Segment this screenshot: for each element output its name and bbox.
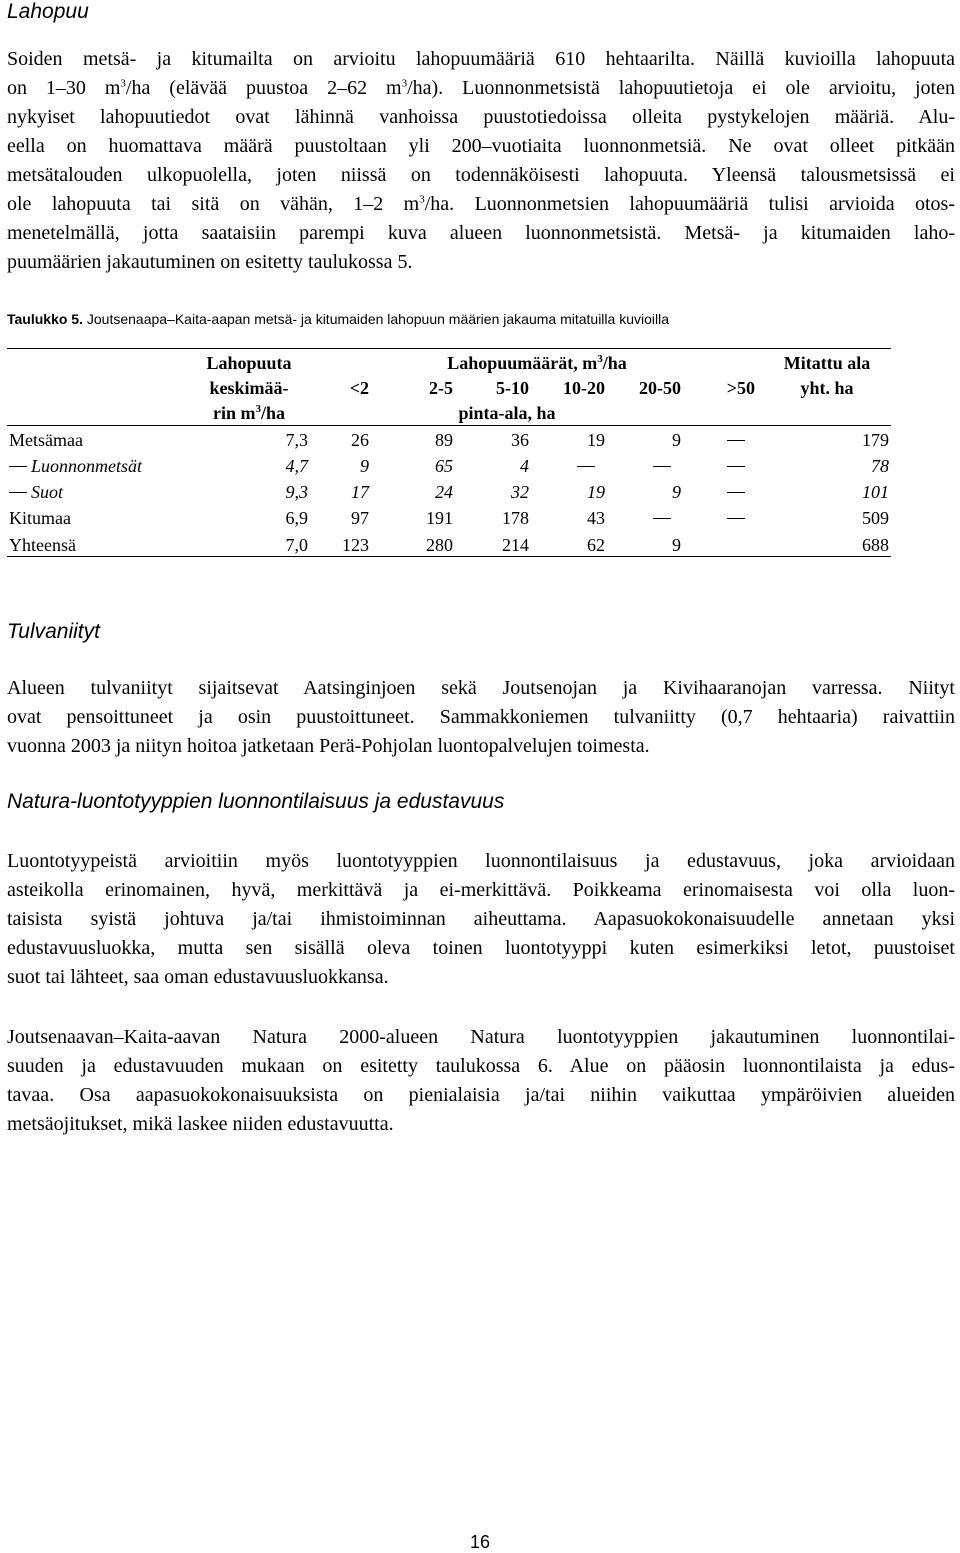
- cell-mean: 7,3: [285, 430, 308, 450]
- cell-total: 101: [862, 482, 889, 502]
- text-line: asteikolla erinomainen, hyvä, merkittävä ja ei-merkittävä. Poikkeama erinomaisesta voi olla luon-: [7, 879, 955, 901]
- section-heading-lahopuu: Lahopuu: [7, 0, 89, 23]
- row-label: Yhteensä: [9, 535, 76, 555]
- header-class: <2: [349, 378, 369, 398]
- cell-value: 32: [511, 482, 529, 502]
- cell-empty-dash: [727, 518, 745, 519]
- header-class: >50: [726, 378, 755, 398]
- paragraph-lahopuu: [7, 45, 955, 277]
- paragraph-tulvaniityt: [7, 674, 955, 761]
- cell-value: 178: [502, 508, 529, 528]
- text-line: suot tai lähteet, saa oman edustavuusluokkansa.: [7, 966, 389, 988]
- table-bottom-rule: [7, 556, 891, 557]
- header-mean-line3: rin $m^3/ha$: [212, 403, 285, 423]
- cell-value: 4: [520, 456, 529, 476]
- text-line: metsäojitukset, mikä laskee niiden edustavuutta.: [7, 1113, 394, 1135]
- page-number: 16: [469, 1532, 491, 1552]
- text-line: puumäärien jakautuminen on esitetty taulukossa 5.: [7, 251, 413, 273]
- cell-total: 179: [862, 430, 889, 450]
- cell-value: 9: [672, 535, 681, 555]
- cell-empty-dash: [727, 440, 745, 441]
- text-line: Soiden metsä- ja kitumailta on arvioitu lahopuumääriä 610 hehtaarilta. Näillä kuvioilla lahopuuta: [7, 48, 955, 70]
- cell-empty-dash: [727, 492, 745, 493]
- text-line: taisista syistä johtuva ja/tai ihmistoiminnan aiheuttama. Aapasuokokonaisuudelle annetaan yksi: [7, 908, 955, 930]
- cell-empty-dash: [577, 466, 595, 467]
- cell-total: 688: [862, 535, 889, 555]
- cell-value: 191: [426, 508, 453, 528]
- table-header-rule: [7, 425, 891, 426]
- cell-value: 36: [511, 430, 529, 450]
- cell-value: 123: [342, 535, 369, 555]
- cell-value: 280: [426, 535, 453, 555]
- cell-total: 78: [871, 456, 889, 476]
- text-line: vuonna 2003 ja niityn hoitoa jatketaan Perä-Pohjolan luontopalvelujen toimesta.: [7, 735, 650, 757]
- cell-total: 509: [862, 508, 889, 528]
- header-measured-line1: Mitattu ala: [783, 353, 871, 373]
- table-caption: [7, 311, 669, 327]
- cell-value: 9: [672, 430, 681, 450]
- row-label: Suot: [31, 482, 64, 502]
- cell-mean: 7,0: [285, 535, 308, 555]
- table-caption-text: Joutsenaapa–Kaita-aapan metsä- ja kitumaiden lahopuun määrien jakauma mitatuilla kuvioilla: [82, 311, 669, 327]
- header-class: 20-50: [639, 378, 681, 398]
- header-mean-line2: keskimää-: [209, 378, 289, 398]
- cell-value: 19: [587, 430, 605, 450]
- cell-empty-dash: [653, 518, 671, 519]
- header-class: 5-10: [496, 378, 529, 398]
- row-label: Kitumaa: [9, 508, 71, 528]
- text-line: Luontotyypeistä arvioitiin myös luontotyyppien luonnontilaisuus ja edustavuus, joka arvioidaan: [7, 850, 955, 872]
- text-line: eella on huomattava määrä puustoltaan yli 200–vuotiaita luonnonmetsiä. Ne ovat olleet pitkään: [7, 135, 955, 157]
- cell-mean: 6,9: [285, 508, 308, 528]
- table-caption-label: Taulukko 5.: [7, 311, 83, 327]
- header-measured-line2: yht. ha: [800, 378, 854, 398]
- cell-value: 26: [351, 430, 369, 450]
- table-top-rule: [7, 348, 891, 349]
- header-class-group: Lahopuumäärät, $m^3/ha$: [447, 353, 627, 373]
- paragraph-natura-1: [7, 847, 955, 992]
- cell-value: 43: [587, 508, 605, 528]
- header-class: 2-5: [429, 378, 453, 398]
- cell-value: 24: [435, 482, 453, 502]
- text-line: Alueen tulvaniityt sijaitsevat Aatsinginjoen sekä Joutsenojan ja Kivihaaranojan varressa. Niityt: [7, 677, 955, 699]
- header-mean-line1: Lahopuuta: [206, 353, 292, 373]
- cell-value: 62: [587, 535, 605, 555]
- text-line: edustavuusluokka, mutta sen sisällä oleva toinen luontotyyppi kuten esimerkiksi letot, puustoiset: [7, 937, 955, 959]
- paragraph-natura-2: [7, 1023, 955, 1139]
- cell-value: 65: [435, 456, 453, 476]
- cell-value: 9: [360, 456, 369, 476]
- text-line: metsätalouden ulkopuolella, joten niissä on todennäköisesti lahopuuta. Yleensä talousmetsissä ei: [7, 164, 955, 186]
- text-line: suuden ja edustavuuden mukaan on esitetty taulukossa 6. Alue on pääosin luonnontilaista ja edus-: [7, 1055, 955, 1077]
- text-line: nykyiset lahopuutiedot ovat lähinnä vanhoissa puustotiedoissa olleita pystykelojen määriä. Alu-: [7, 106, 955, 128]
- cell-mean: 9,3: [285, 482, 308, 502]
- cell-empty-dash: [653, 466, 671, 467]
- cell-value: 17: [351, 482, 369, 502]
- text-line: on 1–30 $m^3/ha$ (elävää puustoa 2–62 $m^3/ha$). Luonnonmetsistä lahopuutietoja ei ole arvioitu, joten: [7, 77, 955, 99]
- cell-value: 97: [351, 508, 369, 528]
- cell-value: 89: [435, 430, 453, 450]
- cell-value: 19: [587, 482, 605, 502]
- row-label: Metsämaa: [9, 430, 83, 450]
- text-line: ovat pensoittuneet ja osin puustoittuneet. Sammakkoniemen tulvaniitty (0,7 hehtaaria) raivattiin: [7, 706, 955, 728]
- header-area-label: pinta-ala, ha: [458, 403, 556, 423]
- cell-mean: 4,7: [285, 456, 308, 476]
- deadwood-table: [7, 344, 891, 559]
- text-line: menetelmällä, jotta saataisiin parempi kuva alueen luonnonmetsistä. Metsä- ja kitumaiden laho-: [7, 222, 955, 244]
- cell-value: 214: [502, 535, 529, 555]
- text-line: Joutsenaavan–Kaita-aavan Natura 2000-alueen Natura luontotyyppien jakautuminen luonnontilai-: [7, 1026, 955, 1048]
- row-label: Luonnonmetsät: [31, 456, 143, 476]
- cell-empty-dash: [727, 466, 745, 467]
- cell-value: 9: [672, 482, 681, 502]
- text-line: ole lahopuuta tai sitä on vähän, 1–2 $m^3/ha$. Luonnonmetsien lahopuumääriä tulisi arvioida otos-: [7, 193, 956, 215]
- header-class: 10-20: [563, 378, 605, 398]
- row-indent-dash: [9, 466, 27, 467]
- text-line: tavaa. Osa aapasuokokonaisuuksista on pienialaisia ja/tai niihin vaikuttaa ympäröivien alueiden: [7, 1084, 955, 1106]
- section-heading-natura: Natura-luontotyyppien luonnontilaisuus ja edustavuus: [7, 790, 505, 813]
- section-heading-tulvaniityt: Tulvaniityt: [7, 620, 100, 643]
- row-indent-dash: [9, 492, 27, 493]
